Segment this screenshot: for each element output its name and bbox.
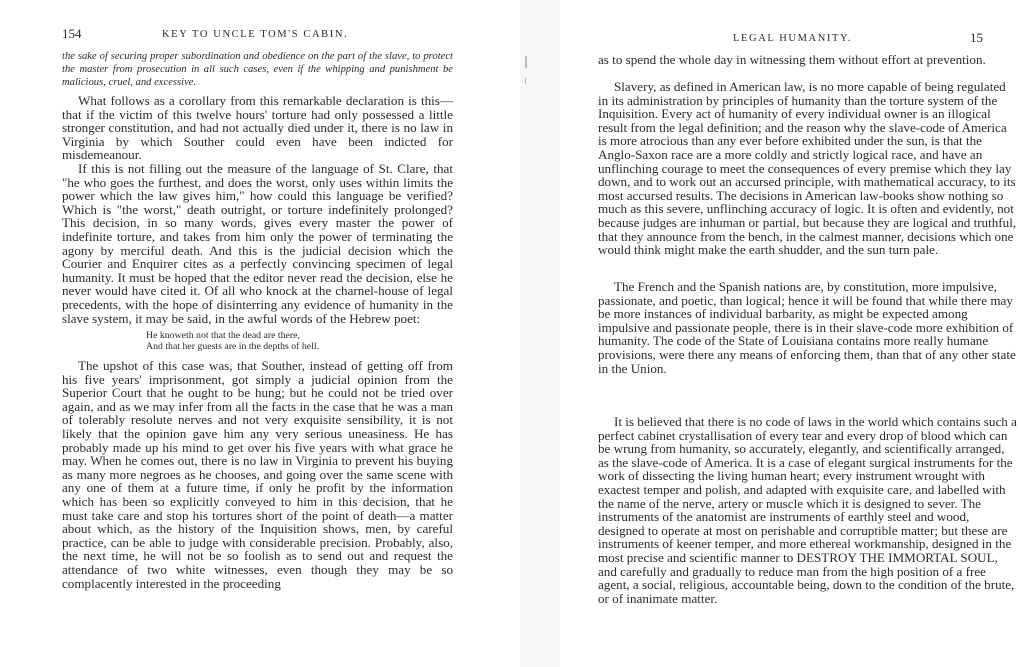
gutter-mark — [525, 56, 527, 68]
hebrew-poet-quote — [146, 331, 446, 352]
left-paragraph-3: The upshot of this case was, that Souther, instead of getting off from his five years' imprisonment, got simply a judicial opinion from the Superior Court that he ought to be hung; but he could not be tried over again, and as we may infer from all the facts in the case that he was a man of tolerably resolute nerves and not very exquisite sensibility, it is not likely that the opinion gave him any very serious uneasiness. He has probably made up his mind to get over his five years with what grace he may. When he comes out, there is no law in Virginia to prevent his buying as many more negroes as he chooses, and going over the same scene with any one of them at a future time, if only he profit by the information which has been so explicitly conveyed to him in this decision, that he must take care and stop his tortures short of the point of death—a matter about which, as the history of the Inquisition shows, men, by careful practice, can be able to judge with considerable precision. Probably, also, the next time, he will not be so foolish as to send out and request the attendance of two white witnesses, even though they may be so complacently interested in the proceeding — [62, 358, 453, 591]
quote-line-1: He knoweth not that the dead are there, — [146, 330, 300, 341]
left-running-head: KEY TO UNCLE TOM'S CABIN. — [162, 29, 349, 40]
left-paragraph-2: If this is not filling out the measure of the language of St. Clare, that "he who goes the furthest, and does the worst, only uses within limits the power which the law gives him," how could this language be verified? Which is "the worst," death outright, or torture indefinitely prolonged? This decision, in so many words, gives every master the power of indefinite torture, and takes from him only the power of terminating the agony by merciful death. And this is the judicial decision which the Courier and Enquirer cites as a perfectly convincing specimen of legal humanity. It must be hoped that the editor never read the decision, else he never would have cited it. Of all who knock at the charnel-house of legal precedents, with the hope of disinterring any evidence of humanity in the slave system, it may be said, in the awful words of the Hebrew poet: — [62, 161, 453, 326]
right-paragraph-2: The French and the Spanish nations are, by constitution, more impulsive, passionate, and poetic, than logical; hence it will be found that while there may be more instances of individual barbarity, as might be expected among impulsive and passionate people, there is in their slave-code more exhibition of humanity. The code of the State of Louisiana contains more really humane provisions, were there any means of enforcing them, than that of any other state in the Union. — [598, 279, 1016, 376]
right-paragraph-1: Slavery, as defined in American law, is no more capable of being regulated in its administration by principles of humanity than the torture system of the Inquisition. Every act of humanity of every individual owner is an illogical result from the legal definition; and the reason why the slave-code of America is more atrocious than any ever before exhibited under the sun, is that the Anglo-Saxon race are a more coldly and strictly logical race, and have an unflinching courage to meet the consequences of every premise which they lay down, and to work out an accursed principle, with mathematical accuracy, to its most accursed results. The decisions in American law-books show nothing so much as this severe, unflinching accuracy of logic. It is often and evidently, not because judges are inhuman or partial, but because they are logical and truthful, that they announce from the bench, in the calmest manner, decisions which one would think might make the earth shudder, and the sun turn pale. — [598, 79, 1017, 258]
right-paragraph-0: as to spend the whole day in witnessing them without effort at prevention. — [598, 52, 986, 67]
right-paragraph-3: It is believed that there is no code of laws in the world which contains such a perfect cabinet crystallisation of every tear and every drop of blood which can be wrung from humanity, so accurately, elegantly, and scientifically arranged, as the slave-code of America. It is a case of elegant surgical instruments for the work of dissecting the living human heart; every instrument wrought with exactest temper and polish, and adapted with exquisite care, and labelled with the name of the nerve, artery or muscle which it is designed to sever. The instruments of the anatomist are instruments of earthly steel and wood, designed to operate at most on perishable and corruptible matter; but these are instruments of keener temper, and more ethereal workmanship, designed in the most precise and scientific manner to DESTROY THE IMMORTAL SOUL, and carefully and gradually to reduce man from the high position of a free agent, a social, religious, accountable being, down to the condition of the brute, or of inanimate matter. — [598, 414, 1017, 606]
left-intro-italic: the sake of securing proper subordination and obedience on the part of the slave, to protect the master from prosecution in all such cases, even if the whipping and punishment be malicious, cruel, and excessive. — [62, 51, 453, 89]
right-page-number: 15 — [970, 30, 983, 45]
gutter-mark-small — [525, 78, 526, 84]
left-page-number: 154 — [62, 26, 82, 41]
right-running-head: LEGAL HUMANITY. — [733, 33, 853, 44]
left-paragraph-1: What follows as a corollary from this remarkable declaration is this—that if the victim of this twelve hours' torture had only possessed a little stronger constitution, and had not actually died under it, there is no law in Virginia by which Souther could even have been indicted for misdemeanour. — [62, 93, 453, 163]
book-gutter — [520, 0, 560, 667]
quote-line-2: And that her guests are in the depths of hell. — [146, 340, 320, 352]
right-page — [560, 0, 1017, 667]
